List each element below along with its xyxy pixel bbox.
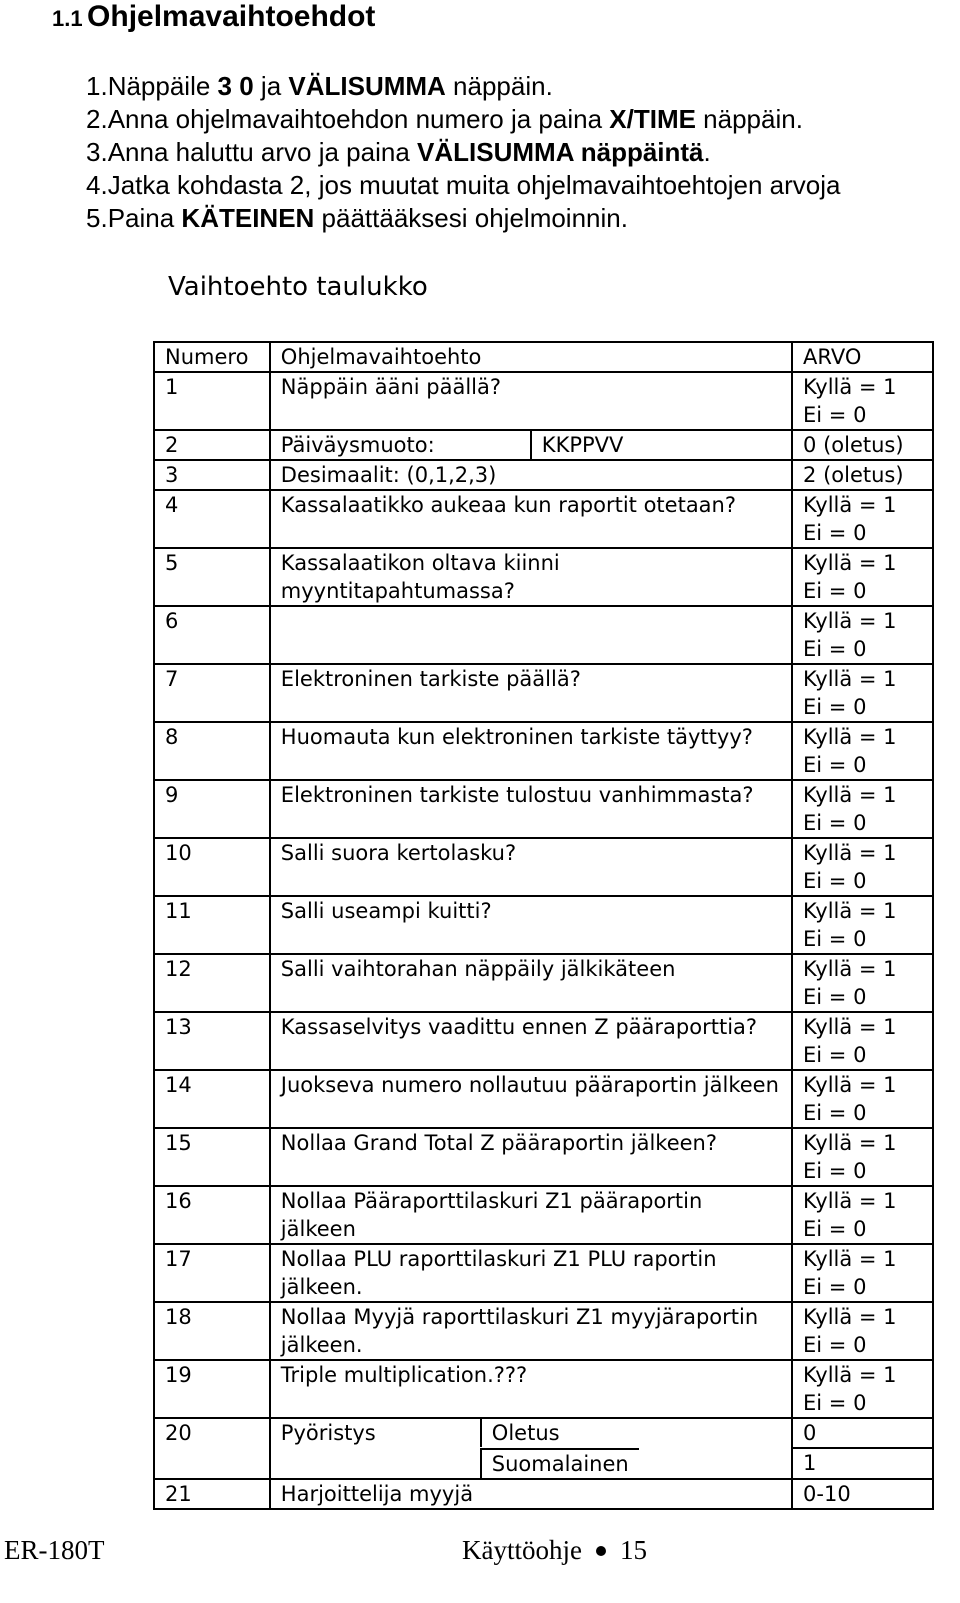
value-line: Ei = 0 — [803, 1391, 867, 1415]
option-name: Desimaalit: (0,1,2,3) — [270, 460, 792, 490]
option-value — [792, 430, 933, 460]
table-row — [154, 1186, 933, 1244]
option-name: Huomauta kun elektroninen tarkiste täyttyy? — [270, 722, 792, 780]
instruction-step — [86, 70, 840, 103]
value-line: Kyllä = 1 — [803, 1131, 897, 1155]
footer-manual: Käyttöohje — [462, 1535, 582, 1565]
option-value — [792, 1070, 933, 1128]
option-value — [792, 896, 933, 954]
option-number: 7 — [154, 664, 270, 722]
option-name: Elektroninen tarkiste tulostuu vanhimmasta? — [270, 780, 792, 838]
option-number: 14 — [154, 1070, 270, 1128]
option-number: 12 — [154, 954, 270, 1012]
option-number: 18 — [154, 1302, 270, 1360]
instruction-step — [86, 202, 840, 235]
instruction-steps — [86, 70, 840, 235]
value-line: Kyllä = 1 — [803, 1363, 897, 1387]
table-row — [154, 606, 933, 664]
option-value — [792, 1479, 933, 1509]
table-header-row — [154, 342, 933, 372]
bullet-icon — [596, 1546, 606, 1556]
table-row — [154, 1448, 933, 1479]
value-line: Ei = 0 — [803, 869, 867, 893]
option-value — [792, 1128, 933, 1186]
instruction-step — [86, 169, 840, 202]
option-number: 13 — [154, 1012, 270, 1070]
option-number: 16 — [154, 1186, 270, 1244]
value-line: Ei = 0 — [803, 695, 867, 719]
key-name: X/TIME — [609, 104, 696, 134]
option-value — [792, 838, 933, 896]
step-text: päättääksesi ohjelmoinnin. — [314, 203, 628, 233]
value-line: Ei = 0 — [803, 811, 867, 835]
step-number: 5. — [86, 203, 108, 233]
value-line: Ei = 0 — [803, 1101, 867, 1125]
step-text: Näppäile — [107, 71, 218, 101]
option-value — [792, 954, 933, 1012]
key-name: VÄLISUMMA näppäintä — [417, 137, 704, 167]
option-value — [792, 664, 933, 722]
value-line: Ei = 0 — [803, 1275, 867, 1299]
step-number: 3. — [86, 137, 108, 167]
step-text: Paina — [107, 203, 182, 233]
section-heading — [52, 0, 375, 34]
step-number: 4. — [86, 170, 108, 200]
option-name: Nollaa Pääraporttilaskuri Z1 pääraportin jälkeen — [270, 1186, 792, 1244]
table-title: Vaihtoehto taulukko — [168, 272, 428, 302]
table-row — [154, 722, 933, 780]
option-name: Salli suora kertolasku? — [270, 838, 792, 896]
option-number: 3 — [154, 460, 270, 490]
option-value — [792, 460, 933, 490]
option-value — [792, 1302, 933, 1360]
option-cell — [270, 430, 792, 460]
value-line: Kyllä = 1 — [803, 841, 897, 865]
value-line: Ei = 0 — [803, 521, 867, 545]
option-number: 20 — [154, 1418, 270, 1479]
option-name: Nollaa Myyjä raporttilaskuri Z1 myyjäraportin jälkeen. — [270, 1302, 792, 1360]
value-line: Kyllä = 1 — [803, 725, 897, 749]
table-row — [154, 1418, 933, 1448]
option-number: 1 — [154, 372, 270, 430]
option-value — [792, 780, 933, 838]
step-text: Anna ohjelmavaihtoehdon numero ja paina — [107, 104, 610, 134]
option-cell — [270, 1418, 792, 1448]
table-row — [154, 896, 933, 954]
value-line: Kyllä = 1 — [803, 375, 897, 399]
key-name: VÄLISUMMA — [288, 71, 446, 101]
footer-page-info — [462, 1535, 647, 1566]
option-name: Kassalaatikko aukeaa kun raportit otetaan? — [270, 490, 792, 548]
value-line: Ei = 0 — [803, 637, 867, 661]
value-line: Ei = 0 — [803, 753, 867, 777]
table-row — [154, 838, 933, 896]
option-value — [792, 1244, 933, 1302]
section-title: Ohjelmavaihtoehdot — [87, 0, 376, 33]
table-row — [154, 1012, 933, 1070]
table-row — [154, 1479, 933, 1509]
option-name: Nollaa PLU raporttilaskuri Z1 PLU raportin jälkeen. — [270, 1244, 792, 1302]
value-line: Kyllä = 1 — [803, 1015, 897, 1039]
option-value-cell — [792, 1418, 933, 1448]
option-number: 9 — [154, 780, 270, 838]
option-value — [792, 1360, 933, 1418]
value-line: Kyllä = 1 — [803, 1073, 897, 1097]
option-number: 17 — [154, 1244, 270, 1302]
option-name: Salli useampi kuitti? — [270, 896, 792, 954]
table-row — [154, 1244, 933, 1302]
table-row — [154, 1128, 933, 1186]
option-value: 0 — [803, 1421, 817, 1445]
option-name: Näppäin ääni päällä? — [270, 372, 792, 430]
table-row — [154, 954, 933, 1012]
option-name: Juokseva numero nollautuu pääraportin jälkeen — [270, 1070, 792, 1128]
table-row — [154, 490, 933, 548]
value-line: Kyllä = 1 — [803, 667, 897, 691]
option-name: Kassaselvitys vaadittu ennen Z pääraporttia? — [270, 1012, 792, 1070]
option-number: 11 — [154, 896, 270, 954]
table-row — [154, 460, 933, 490]
options-table — [153, 341, 934, 1510]
table-row — [154, 1360, 933, 1418]
value-line: Kyllä = 1 — [803, 957, 897, 981]
value-line: Ei = 0 — [803, 403, 867, 427]
option-number: 8 — [154, 722, 270, 780]
option-name — [271, 1448, 482, 1478]
step-text: näppäin. — [445, 71, 553, 101]
option-format: KKPPVV — [541, 433, 624, 457]
table-row — [154, 1070, 933, 1128]
option-number: 5 — [154, 548, 270, 606]
instruction-step — [86, 136, 840, 169]
option-value: 1 — [803, 1451, 817, 1475]
option-number: 15 — [154, 1128, 270, 1186]
table-row — [154, 664, 933, 722]
table-row — [154, 548, 933, 606]
step-text: ja — [253, 71, 289, 101]
value-line: 0-10 — [803, 1482, 851, 1506]
key-name: KÄTEINEN — [181, 203, 315, 233]
value-line: Kyllä = 1 — [803, 493, 897, 517]
option-name — [270, 606, 792, 664]
table-row — [154, 372, 933, 430]
instruction-step — [86, 103, 840, 136]
step-number: 1. — [86, 71, 108, 101]
option-name: Kassalaatikon oltava kiinni myyntitapahtumassa? — [270, 548, 792, 606]
option-number: 2 — [154, 430, 270, 460]
option-value — [792, 548, 933, 606]
option-sub-label: Suomalainen — [482, 1448, 639, 1478]
option-name: Elektroninen tarkiste päällä? — [270, 664, 792, 722]
option-value — [792, 606, 933, 664]
header-number: Numero — [154, 342, 270, 372]
table-row — [154, 430, 933, 460]
option-value — [792, 1186, 933, 1244]
header-value: ARVO — [792, 342, 933, 372]
option-value — [792, 1012, 933, 1070]
header-option: Ohjelmavaihtoehto — [270, 342, 792, 372]
option-name: Pyöristys — [271, 1419, 482, 1447]
value-line: Kyllä = 1 — [803, 783, 897, 807]
value-line: 0 (oletus) — [803, 433, 904, 457]
option-name: Triple multiplication.??? — [270, 1360, 792, 1418]
option-value — [792, 722, 933, 780]
footer-page-number: 15 — [619, 1535, 647, 1565]
value-line: Kyllä = 1 — [803, 609, 897, 633]
option-number: 19 — [154, 1360, 270, 1418]
value-line: Ei = 0 — [803, 985, 867, 1009]
value-line: Kyllä = 1 — [803, 1305, 897, 1329]
option-value-cell — [792, 1448, 933, 1479]
option-value — [792, 490, 933, 548]
value-line: 2 (oletus) — [803, 463, 904, 487]
option-sub-label: Oletus — [491, 1421, 560, 1445]
value-line: Ei = 0 — [803, 1333, 867, 1357]
step-number: 2. — [86, 104, 108, 134]
value-line: Ei = 0 — [803, 1043, 867, 1067]
value-line: Kyllä = 1 — [803, 551, 897, 575]
option-number: 6 — [154, 606, 270, 664]
value-line: Kyllä = 1 — [803, 1247, 897, 1271]
option-cell — [270, 1448, 792, 1479]
value-line: Kyllä = 1 — [803, 1189, 897, 1213]
section-number: 1.1 — [52, 6, 83, 31]
option-number: 4 — [154, 490, 270, 548]
value-line: Ei = 0 — [803, 579, 867, 603]
option-name: Salli vaihtorahan näppäily jälkikäteen — [270, 954, 792, 1012]
table-row — [154, 1302, 933, 1360]
option-value — [792, 372, 933, 430]
value-line: Kyllä = 1 — [803, 899, 897, 923]
value-line: Ei = 0 — [803, 1217, 867, 1241]
step-text: Anna haluttu arvo ja paina — [107, 137, 418, 167]
option-number: 21 — [154, 1479, 270, 1509]
step-text: . — [703, 137, 711, 167]
value-line: Ei = 0 — [803, 1159, 867, 1183]
value-line: Ei = 0 — [803, 927, 867, 951]
step-text: Jatka kohdasta 2, jos muutat muita ohjelmavaihtoehtojen arvoja — [107, 170, 841, 200]
footer-model: ER-180T — [4, 1535, 105, 1565]
option-name: Päiväysmuoto: — [271, 431, 532, 459]
option-name: Harjoittelija myyjä — [270, 1479, 792, 1509]
table-row — [154, 780, 933, 838]
option-name: Nollaa Grand Total Z pääraportin jälkeen? — [270, 1128, 792, 1186]
key-name: 3 0 — [217, 71, 254, 101]
step-text: näppäin. — [695, 104, 803, 134]
option-number: 10 — [154, 838, 270, 896]
